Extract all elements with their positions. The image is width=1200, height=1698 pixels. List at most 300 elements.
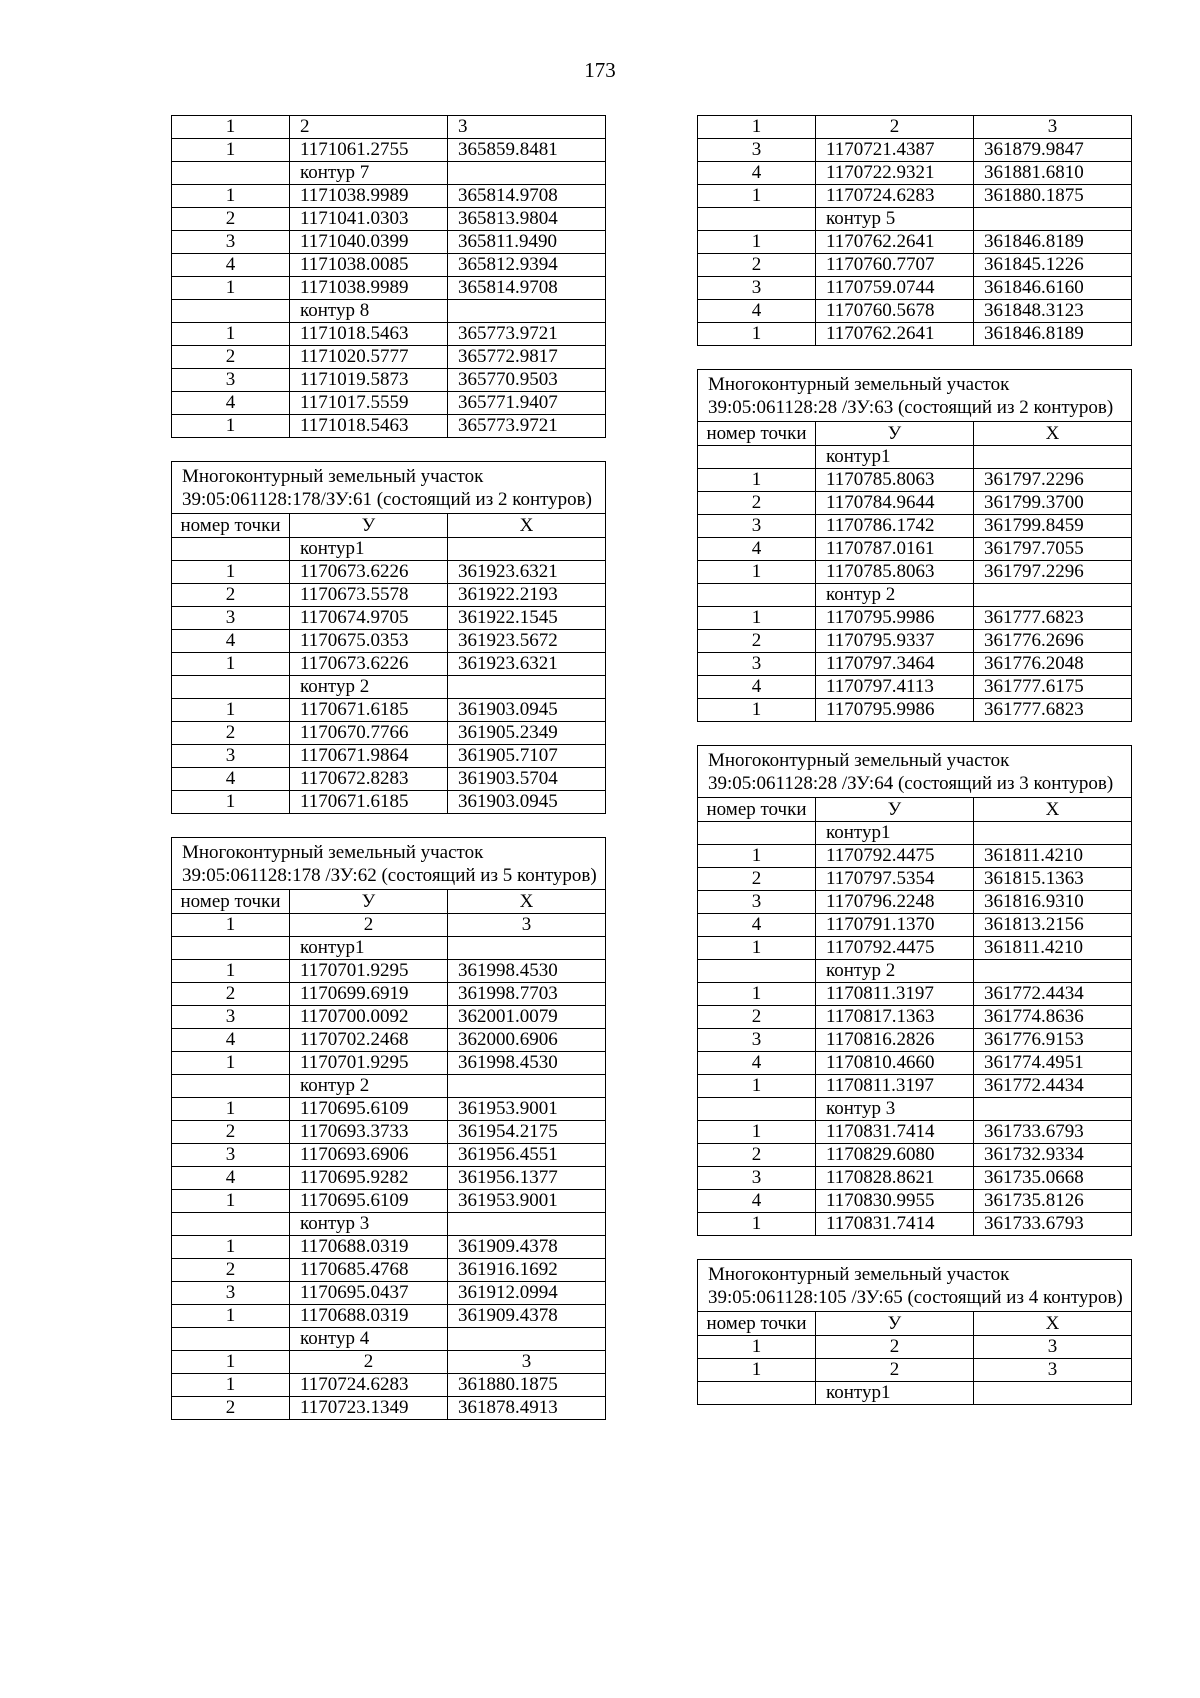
empty-cell — [974, 1382, 1132, 1405]
point-number: 1 — [698, 185, 816, 208]
point-number: 3 — [172, 1282, 290, 1305]
table-row — [698, 1336, 1132, 1359]
contour-label: контур 7 — [290, 162, 448, 185]
coord-x: 361846.8189 — [974, 231, 1132, 254]
coord-x: 361733.6793 — [974, 1213, 1132, 1236]
contour-label: контур 3 — [816, 1098, 974, 1121]
table-row — [172, 745, 606, 768]
contour-row — [698, 584, 1132, 607]
table-row — [172, 1259, 606, 1282]
table-row — [698, 1075, 1132, 1098]
point-number: 3 — [698, 139, 816, 162]
coord-y: 1170762.2641 — [816, 231, 974, 254]
coord-y: 1170829.6080 — [816, 1144, 974, 1167]
coord-y: 1170828.8621 — [816, 1167, 974, 1190]
coord-y: 1170688.0319 — [290, 1305, 448, 1328]
coord-y: 1170695.0437 — [290, 1282, 448, 1305]
table-row — [698, 561, 1132, 584]
contour-row — [172, 1328, 606, 1351]
coord-y: 1170671.6185 — [290, 791, 448, 814]
coord-y: 1170693.6906 — [290, 1144, 448, 1167]
coord-x: 365773.9721 — [448, 415, 606, 438]
table-row — [172, 1282, 606, 1305]
coord-x: 361816.9310 — [974, 891, 1132, 914]
header-point-number: номер точки — [172, 514, 290, 538]
point-number: 1 — [698, 1121, 816, 1144]
coord-y: 1170721.4387 — [816, 139, 974, 162]
point-number: 1 — [172, 116, 290, 139]
coord-y: 1171018.5463 — [290, 415, 448, 438]
contour-label: контур1 — [816, 446, 974, 469]
point-number: 4 — [698, 300, 816, 323]
point-number: 2 — [698, 868, 816, 891]
header-x: Х — [974, 1312, 1132, 1336]
contour-label: контур1 — [290, 538, 448, 561]
point-number: 3 — [172, 1144, 290, 1167]
coord-y: 1171041.0303 — [290, 208, 448, 231]
table-row — [172, 323, 606, 346]
table-row — [172, 1167, 606, 1190]
table-row — [698, 983, 1132, 1006]
coord-y: 2 — [290, 1351, 448, 1374]
coord-x: 361916.1692 — [448, 1259, 606, 1282]
point-number: 1 — [698, 1359, 816, 1382]
coord-x: 361905.7107 — [448, 745, 606, 768]
coord-x: 361777.6175 — [974, 676, 1132, 699]
table-row — [698, 891, 1132, 914]
contour-row — [698, 822, 1132, 845]
contour-row — [172, 300, 606, 323]
empty-cell — [974, 446, 1132, 469]
point-number: 1 — [698, 699, 816, 722]
contour-row — [172, 1213, 606, 1236]
coord-x: 361998.4530 — [448, 1052, 606, 1075]
coord-y: 2 — [290, 116, 448, 139]
table-row — [698, 538, 1132, 561]
table-row — [172, 1006, 606, 1029]
point-number: 1 — [698, 231, 816, 254]
header-x: Х — [448, 514, 606, 538]
point-number: 1 — [698, 983, 816, 1006]
point-number: 1 — [172, 1236, 290, 1259]
contour-row — [172, 676, 606, 699]
coord-y: 1170831.7414 — [816, 1213, 974, 1236]
point-number: 1 — [172, 1305, 290, 1328]
table-gap — [171, 438, 605, 461]
point-number: 1 — [172, 653, 290, 676]
coord-y: 1170695.9282 — [290, 1167, 448, 1190]
coord-x: 361909.4378 — [448, 1236, 606, 1259]
coord-y: 1171038.0085 — [290, 254, 448, 277]
point-number: 3 — [698, 1029, 816, 1052]
coord-x: 361923.6321 — [448, 561, 606, 584]
point-number: 1 — [698, 937, 816, 960]
coord-y: 2 — [816, 1336, 974, 1359]
table-row — [172, 653, 606, 676]
point-number: 2 — [172, 1259, 290, 1282]
point-number: 1 — [698, 845, 816, 868]
coord-x: 3 — [974, 116, 1132, 139]
coord-y: 1170786.1742 — [816, 515, 974, 538]
coord-x: 361922.2193 — [448, 584, 606, 607]
table-gap — [697, 346, 1131, 369]
empty-cell — [698, 584, 816, 607]
table-row — [172, 960, 606, 983]
coord-y: 1170674.9705 — [290, 607, 448, 630]
coord-y: 1171038.9989 — [290, 277, 448, 300]
coord-y: 1170797.4113 — [816, 676, 974, 699]
coord-x: 361845.1226 — [974, 254, 1132, 277]
coord-x: 361797.2296 — [974, 561, 1132, 584]
table-row — [172, 1121, 606, 1144]
point-number: 3 — [698, 653, 816, 676]
coord-y: 1170673.6226 — [290, 561, 448, 584]
coord-y: 1170722.9321 — [816, 162, 974, 185]
point-number: 4 — [698, 162, 816, 185]
contour-row — [172, 162, 606, 185]
point-number: 1 — [172, 1052, 290, 1075]
coord-y: 1170785.8063 — [816, 561, 974, 584]
point-number: 1 — [172, 699, 290, 722]
contour-label: контур1 — [816, 1382, 974, 1405]
table-row — [698, 185, 1132, 208]
coord-x: 361799.8459 — [974, 515, 1132, 538]
table-row — [698, 162, 1132, 185]
table-gap — [697, 722, 1131, 745]
point-number: 1 — [172, 1098, 290, 1121]
coord-y: 1170693.3733 — [290, 1121, 448, 1144]
header-point-number: номер точки — [698, 422, 816, 446]
point-number: 4 — [172, 1167, 290, 1190]
table-row — [172, 415, 606, 438]
coord-y: 1170791.1370 — [816, 914, 974, 937]
coord-x: 361797.2296 — [974, 469, 1132, 492]
coord-x: 361956.1377 — [448, 1167, 606, 1190]
coord-x: 365814.9708 — [448, 277, 606, 300]
table-row — [698, 492, 1132, 515]
empty-cell — [448, 676, 606, 699]
table-row — [698, 116, 1132, 139]
coord-y: 1170811.3197 — [816, 1075, 974, 1098]
point-number: 4 — [698, 1190, 816, 1213]
point-number: 1 — [172, 561, 290, 584]
table-row — [172, 983, 606, 1006]
table-row — [172, 791, 606, 814]
point-number: 3 — [172, 745, 290, 768]
coord-x: 361903.0945 — [448, 791, 606, 814]
table-row — [172, 1052, 606, 1075]
table-row — [698, 1006, 1132, 1029]
coord-x: 361881.6810 — [974, 162, 1132, 185]
table-row — [698, 914, 1132, 937]
coord-y: 1170672.8283 — [290, 768, 448, 791]
table-row — [172, 561, 606, 584]
coord-y: 1171038.9989 — [290, 185, 448, 208]
coordinates-table — [171, 115, 606, 438]
point-number: 1 — [172, 1374, 290, 1397]
left-column — [171, 115, 605, 1420]
coord-y: 1171018.5463 — [290, 323, 448, 346]
coord-x: 3 — [448, 116, 606, 139]
coord-x: 3 — [448, 1351, 606, 1374]
table-row — [172, 768, 606, 791]
contour-label: контур 3 — [290, 1213, 448, 1236]
table-title-row — [698, 1260, 1132, 1312]
coord-y: 1170673.6226 — [290, 653, 448, 676]
point-number: 3 — [172, 1006, 290, 1029]
coord-y: 1170671.6185 — [290, 699, 448, 722]
point-number: 1 — [698, 116, 816, 139]
table-row — [698, 1052, 1132, 1075]
table-row — [698, 868, 1132, 891]
point-number: 1 — [172, 139, 290, 162]
contour-label: контур 2 — [816, 960, 974, 983]
contour-row — [172, 937, 606, 960]
table-row — [172, 584, 606, 607]
table-row — [698, 1121, 1132, 1144]
coord-x: 361776.9153 — [974, 1029, 1132, 1052]
coord-y: 1170723.1349 — [290, 1397, 448, 1420]
table-row — [698, 323, 1132, 346]
table-title: Многоконтурный земельный участок 39:05:061128:28 /ЗУ:63 (состоящий из 2 контуров) — [698, 370, 1132, 422]
table-header-row — [172, 514, 606, 538]
coord-y: 1170670.7766 — [290, 722, 448, 745]
point-number: 1 — [698, 1213, 816, 1236]
point-number: 2 — [698, 492, 816, 515]
point-number: 1 — [698, 469, 816, 492]
empty-cell — [172, 538, 290, 561]
point-number: 4 — [698, 676, 816, 699]
coord-y: 1170787.0161 — [816, 538, 974, 561]
empty-cell — [974, 208, 1132, 231]
contour-row — [698, 208, 1132, 231]
coord-x: 361815.1363 — [974, 868, 1132, 891]
coord-x: 361912.0994 — [448, 1282, 606, 1305]
contour-label: контур 4 — [290, 1328, 448, 1351]
coordinates-table — [697, 745, 1132, 1236]
header-y: У — [816, 1312, 974, 1336]
table-row — [698, 139, 1132, 162]
header-point-number: номер точки — [698, 1312, 816, 1336]
point-number: 1 — [172, 323, 290, 346]
contour-row — [172, 1075, 606, 1098]
table-row — [698, 515, 1132, 538]
coord-x: 361799.3700 — [974, 492, 1132, 515]
table-row — [698, 1167, 1132, 1190]
header-x: Х — [974, 422, 1132, 446]
point-number: 1 — [172, 914, 290, 937]
coord-x: 361774.4951 — [974, 1052, 1132, 1075]
coord-x: 361846.6160 — [974, 277, 1132, 300]
table-row — [698, 937, 1132, 960]
table-row — [698, 1029, 1132, 1052]
coord-x: 361848.3123 — [974, 300, 1132, 323]
coord-x: 361880.1875 — [448, 1374, 606, 1397]
coord-x: 365814.9708 — [448, 185, 606, 208]
table-title-row — [698, 370, 1132, 422]
table-row — [172, 277, 606, 300]
coord-y: 1170784.9644 — [816, 492, 974, 515]
coord-x: 361777.6823 — [974, 607, 1132, 630]
coord-y: 1170724.6283 — [290, 1374, 448, 1397]
coord-y: 1170701.9295 — [290, 960, 448, 983]
table-title: Многоконтурный земельный участок 39:05:061128:105 /ЗУ:65 (состоящий из 4 контуров) — [698, 1260, 1132, 1312]
table-row — [698, 630, 1132, 653]
coord-x: 361923.5672 — [448, 630, 606, 653]
point-number: 1 — [172, 960, 290, 983]
coord-x: 361923.6321 — [448, 653, 606, 676]
point-number: 3 — [172, 231, 290, 254]
point-number: 2 — [698, 254, 816, 277]
table-header-row — [172, 890, 606, 914]
coord-y: 2 — [290, 914, 448, 937]
coord-y: 1170685.4768 — [290, 1259, 448, 1282]
point-number: 3 — [698, 515, 816, 538]
empty-cell — [698, 208, 816, 231]
table-gap — [171, 814, 605, 837]
point-number: 4 — [172, 392, 290, 415]
table-title-row — [172, 462, 606, 514]
coord-x: 361735.8126 — [974, 1190, 1132, 1213]
coord-y: 1170700.0092 — [290, 1006, 448, 1029]
point-number: 1 — [172, 277, 290, 300]
coord-x: 361811.4210 — [974, 937, 1132, 960]
coord-x: 361846.8189 — [974, 323, 1132, 346]
table-title-row — [698, 746, 1132, 798]
point-number: 1 — [172, 791, 290, 814]
empty-cell — [448, 1328, 606, 1351]
coord-x: 361776.2696 — [974, 630, 1132, 653]
coord-y: 1171019.5873 — [290, 369, 448, 392]
coord-x: 361998.7703 — [448, 983, 606, 1006]
coord-y: 1170671.9864 — [290, 745, 448, 768]
contour-label: контур1 — [290, 937, 448, 960]
coord-y: 1170795.9337 — [816, 630, 974, 653]
point-number: 1 — [172, 185, 290, 208]
point-number: 2 — [172, 722, 290, 745]
table-row — [698, 653, 1132, 676]
coord-x: 361797.7055 — [974, 538, 1132, 561]
coord-x: 361909.4378 — [448, 1305, 606, 1328]
coord-y: 1171040.0399 — [290, 231, 448, 254]
contour-row — [698, 1098, 1132, 1121]
table-row — [698, 469, 1132, 492]
coord-x: 361905.2349 — [448, 722, 606, 745]
point-number: 2 — [172, 584, 290, 607]
coord-x: 3 — [448, 914, 606, 937]
header-point-number: номер точки — [172, 890, 290, 914]
coord-y: 1170760.7707 — [816, 254, 974, 277]
coord-x: 361772.4434 — [974, 983, 1132, 1006]
table-row — [698, 1359, 1132, 1382]
table-row — [698, 300, 1132, 323]
point-number: 1 — [698, 607, 816, 630]
table-row — [698, 1190, 1132, 1213]
table-row — [172, 346, 606, 369]
point-number: 1 — [172, 1351, 290, 1374]
table-title: Многоконтурный земельный участок 39:05:061128:178/ЗУ:61 (состоящий из 2 контуров) — [172, 462, 606, 514]
coord-x: 361776.2048 — [974, 653, 1132, 676]
point-number: 1 — [698, 323, 816, 346]
table-title: Многоконтурный земельный участок 39:05:061128:28 /ЗУ:64 (состоящий из 3 контуров) — [698, 746, 1132, 798]
contour-label: контур 5 — [816, 208, 974, 231]
coord-y: 1170675.0353 — [290, 630, 448, 653]
coord-y: 1170795.9986 — [816, 699, 974, 722]
empty-cell — [172, 937, 290, 960]
header-y: У — [816, 422, 974, 446]
point-number: 3 — [172, 369, 290, 392]
coord-y: 1170797.3464 — [816, 653, 974, 676]
coord-x: 361880.1875 — [974, 185, 1132, 208]
table-row — [172, 208, 606, 231]
coord-y: 1170792.4475 — [816, 845, 974, 868]
empty-cell — [698, 1382, 816, 1405]
coord-y: 1170810.4660 — [816, 1052, 974, 1075]
point-number: 4 — [698, 914, 816, 937]
table-row — [172, 369, 606, 392]
header-x: Х — [448, 890, 606, 914]
point-number: 1 — [698, 1336, 816, 1359]
point-number: 1 — [172, 1190, 290, 1213]
coord-x: 361733.6793 — [974, 1121, 1132, 1144]
coordinates-table — [697, 369, 1132, 722]
coord-x: 365770.9503 — [448, 369, 606, 392]
right-column — [697, 115, 1131, 1405]
empty-cell — [698, 960, 816, 983]
coord-y: 1171020.5777 — [290, 346, 448, 369]
empty-cell — [172, 1213, 290, 1236]
empty-cell — [448, 538, 606, 561]
coord-x: 361922.1545 — [448, 607, 606, 630]
coord-y: 2 — [816, 1359, 974, 1382]
coord-y: 1170695.6109 — [290, 1190, 448, 1213]
contour-label: контур 2 — [290, 676, 448, 699]
table-row — [172, 1397, 606, 1420]
table-header-row — [698, 422, 1132, 446]
coord-x: 361777.6823 — [974, 699, 1132, 722]
point-number: 4 — [172, 630, 290, 653]
coord-y: 1170701.9295 — [290, 1052, 448, 1075]
coord-x: 3 — [974, 1359, 1132, 1382]
point-number: 2 — [172, 208, 290, 231]
contour-row — [698, 1382, 1132, 1405]
coord-y: 1170673.5578 — [290, 584, 448, 607]
coord-y: 1171061.2755 — [290, 139, 448, 162]
coord-x: 361878.4913 — [448, 1397, 606, 1420]
table-row — [172, 699, 606, 722]
point-number: 2 — [172, 983, 290, 1006]
point-number: 1 — [698, 561, 816, 584]
table-row — [172, 914, 606, 937]
coord-x: 361998.4530 — [448, 960, 606, 983]
coord-x: 361811.4210 — [974, 845, 1132, 868]
point-number: 2 — [172, 1121, 290, 1144]
coord-x: 365813.9804 — [448, 208, 606, 231]
point-number: 3 — [698, 1167, 816, 1190]
point-number: 4 — [172, 1029, 290, 1052]
table-row — [172, 392, 606, 415]
table-row — [172, 1236, 606, 1259]
coord-x: 361735.0668 — [974, 1167, 1132, 1190]
table-row — [172, 1374, 606, 1397]
table-row — [698, 277, 1132, 300]
coord-y: 1170797.5354 — [816, 868, 974, 891]
coord-x: 361954.2175 — [448, 1121, 606, 1144]
coord-y: 1170762.2641 — [816, 323, 974, 346]
coord-y: 1170817.1363 — [816, 1006, 974, 1029]
empty-cell — [448, 937, 606, 960]
contour-label: контур 8 — [290, 300, 448, 323]
